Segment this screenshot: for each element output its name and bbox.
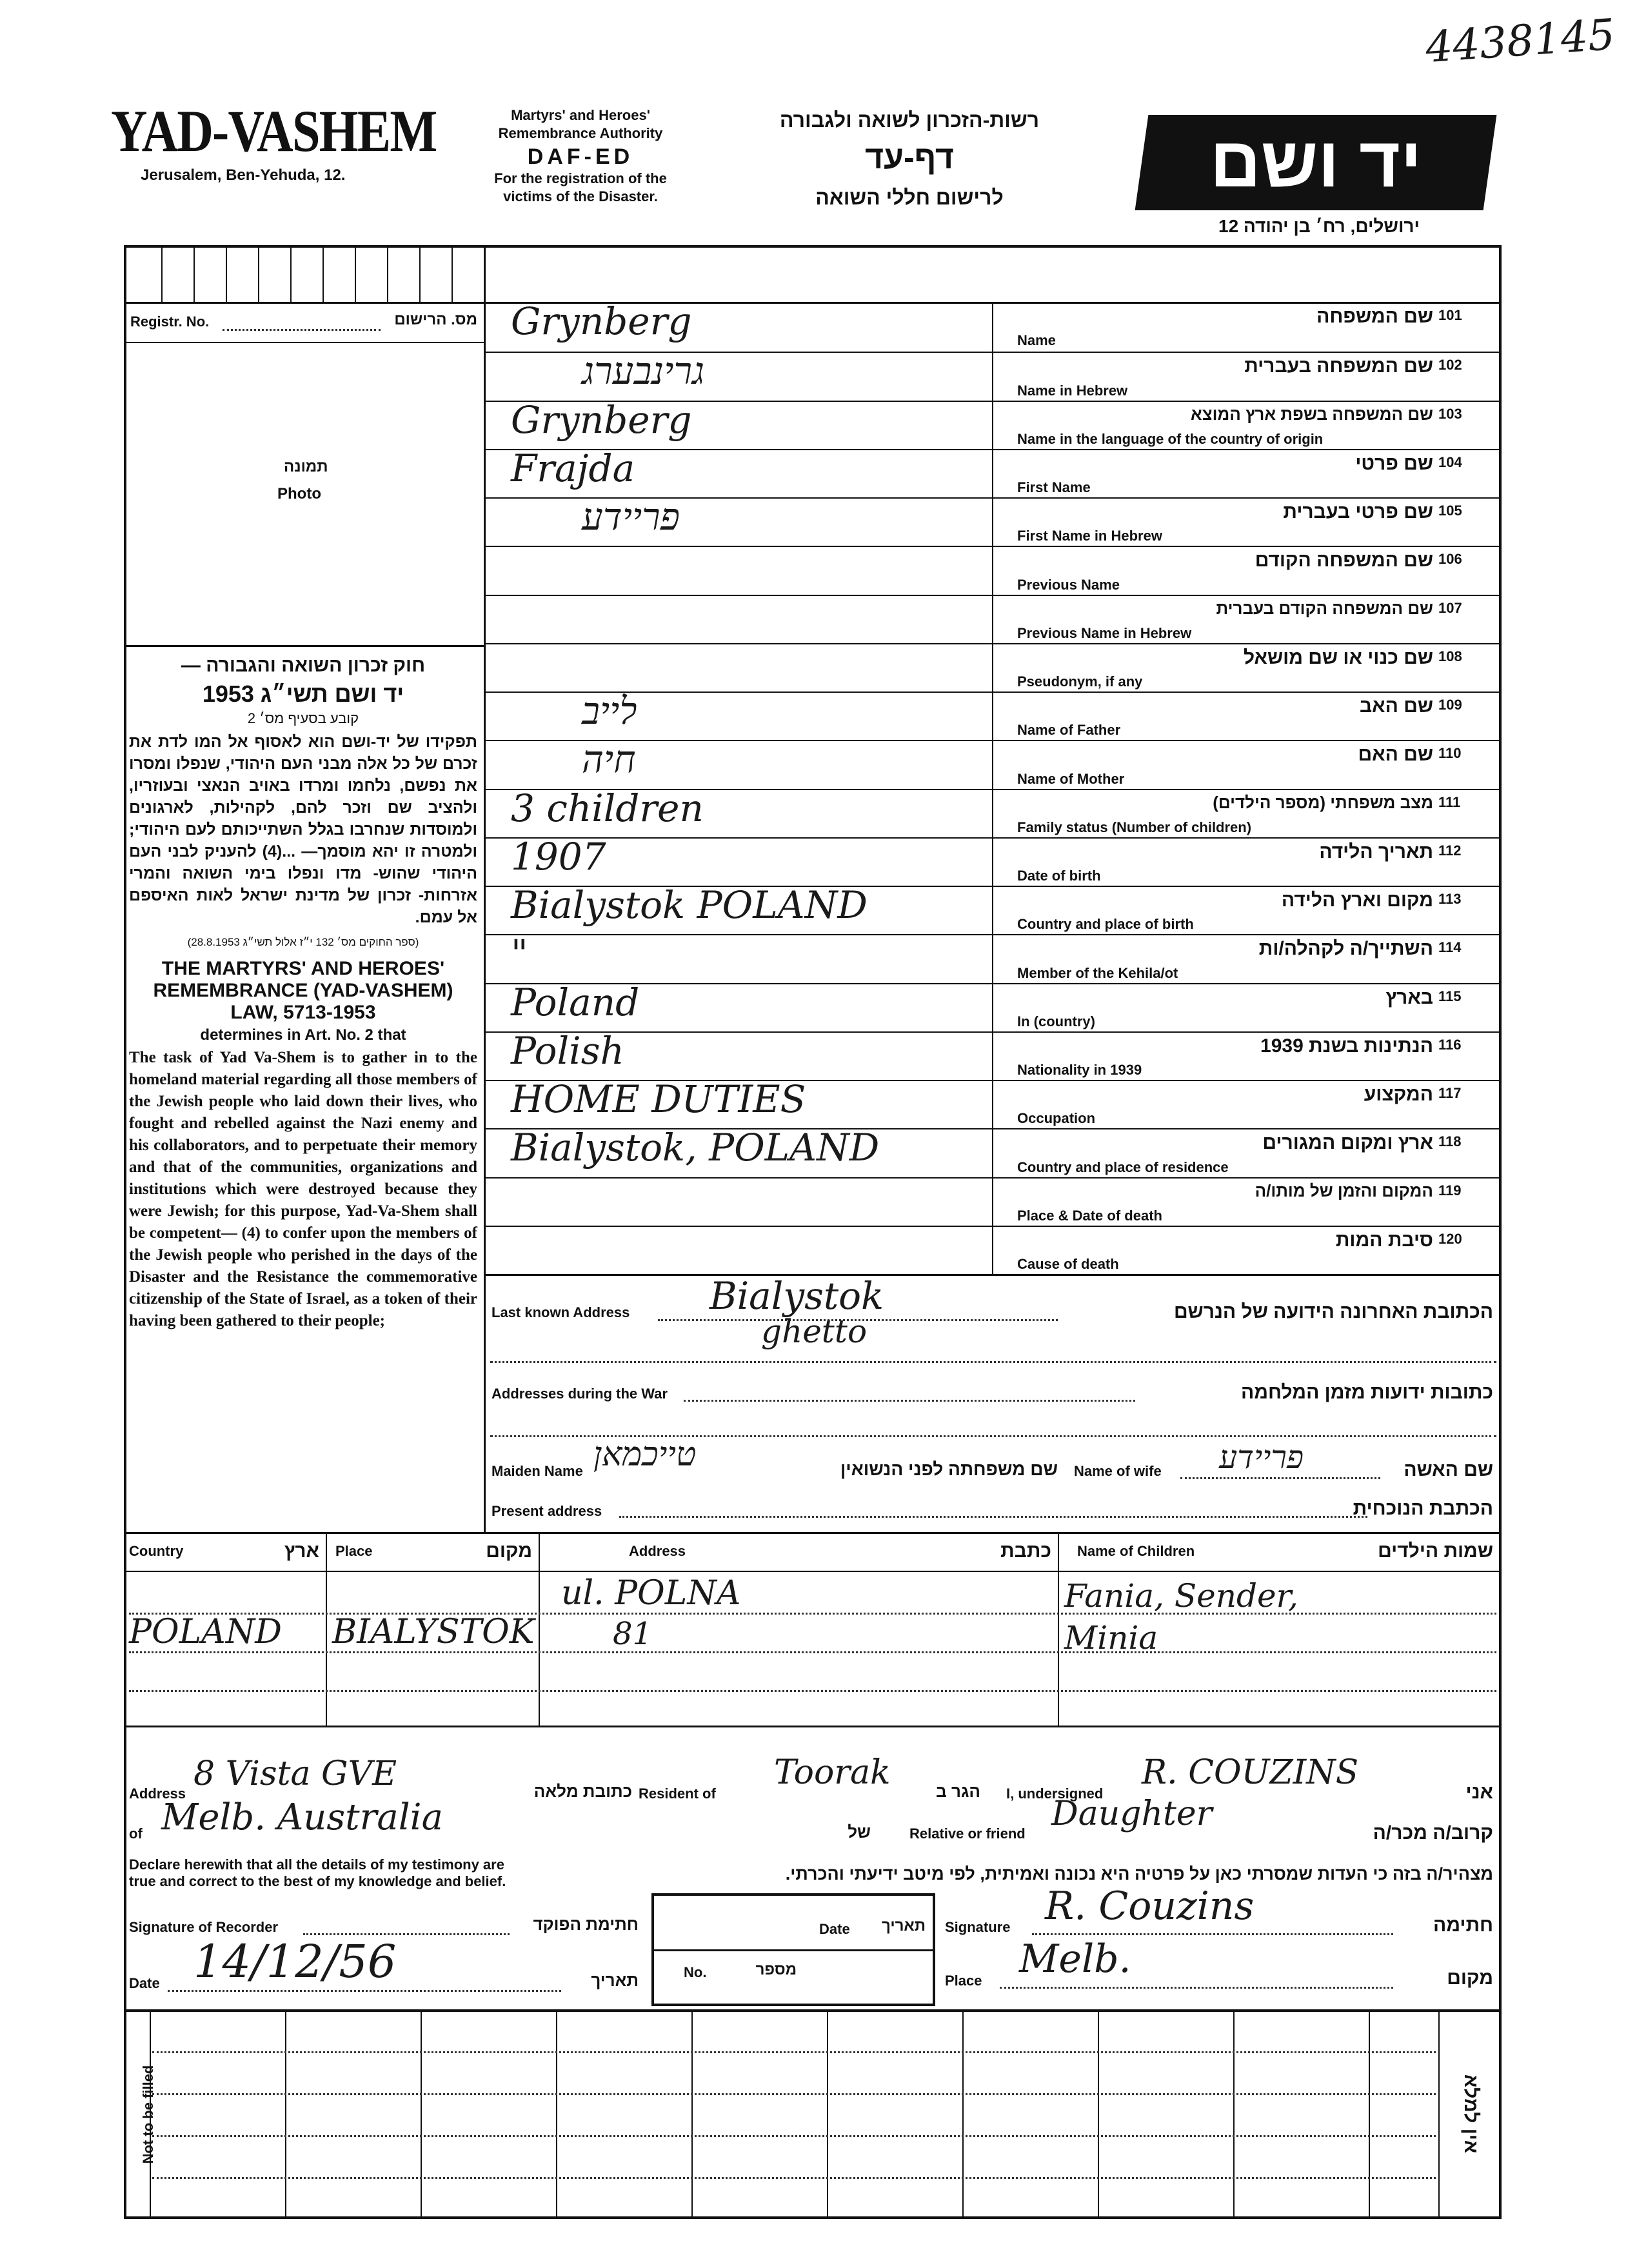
field-label-he-112: תאריך הלידה — [1319, 841, 1433, 862]
field-label-en-116: Nationality in 1939 — [1017, 1062, 1142, 1078]
field-label-en-119: Place & Date of death — [1017, 1207, 1162, 1224]
declare-text-en: Declare herewith that all the details of my testimony are true and correct to the best of my knowledge and belief. — [129, 1856, 506, 1889]
field-number-111: 111 — [1438, 793, 1461, 810]
org-address-en: Jerusalem, Ben-Yehuda, 12. — [141, 166, 346, 184]
law-source-he: (ספר החוקים מס׳ 132 י״ז אלול תשי״ג 28.8.1953) — [187, 936, 419, 948]
field-number-117: 117 — [1438, 1085, 1462, 1101]
not-to-be-filled-en: Not to be filled — [140, 2065, 156, 2164]
declarant-address-value[interactable]: 8 Vista GVE — [193, 1755, 397, 1793]
field-label-he-117: המקצוע — [1364, 1084, 1433, 1105]
field-value-113[interactable]: Bialystok POLAND — [511, 883, 868, 927]
law-title-en-1: THE MARTYRS' AND HEROES' — [161, 958, 445, 979]
field-value-101[interactable]: Grynberg — [511, 299, 692, 343]
box-no-label: No. — [684, 1964, 707, 1980]
purpose-he: לרישום חללי השואה — [815, 186, 1004, 209]
box-date-label: Date — [819, 1921, 850, 1937]
field-label-en-104: First Name — [1017, 479, 1091, 495]
field-row-103 — [485, 397, 1502, 449]
field-row-108 — [485, 643, 1502, 691]
field-value-110[interactable]: חיה — [582, 737, 636, 782]
field-row-106 — [485, 546, 1502, 594]
col-place: Place — [335, 1543, 373, 1559]
child-country-value[interactable]: POLAND — [129, 1613, 282, 1651]
field-label-en-112: Date of birth — [1017, 868, 1101, 884]
law-body-en: The task of Yad Va-Shem is to gather in to the homeland material regarding all those members of the Jewish people who laid down their lives, who fought and rebelled against the Nazi enemy and his collaborators, and to perpetuate their memory and that of the communities, organizations and institutions which were destroyed because they were Jewish; for this purpose, Yad-Va-Shem shall be competent— (4) to confer upon the members of the Jewish people who perished in the days of the Disaster and the Resistance the commemorative citizenship of the State of Israel, as a token of their having been gathered to their people; — [129, 1049, 477, 1329]
field-number-119: 119 — [1438, 1182, 1462, 1199]
authority-block — [464, 106, 697, 206]
field-row-102 — [485, 349, 1502, 400]
field-label-he-115: בארץ — [1385, 986, 1433, 1008]
authority-line2: Remembrance Authority — [498, 125, 663, 141]
col-address: Address — [629, 1543, 686, 1559]
resident-label-he: הגר ב — [936, 1782, 980, 1801]
col-children-he: שמות הילדים — [1378, 1540, 1493, 1562]
resident-value[interactable]: Toorak — [774, 1753, 891, 1792]
field-row-109 — [485, 691, 1502, 740]
field-row-120 — [485, 1226, 1502, 1274]
of-value[interactable]: Melb. Australia — [161, 1796, 443, 1838]
law-title-he: חוק זכרון השואה והגבורה — — [181, 655, 426, 676]
field-label-he-120: סיבת המות — [1335, 1229, 1433, 1251]
field-value-105[interactable]: פריידע — [582, 495, 680, 539]
declarant-address-label-he: כתובת מלאה — [533, 1782, 632, 1801]
box-no-label-he: מספר — [755, 1961, 797, 1978]
field-label-he-108: שם כנוי או שם מושאל — [1243, 646, 1433, 668]
field-value-118[interactable]: Bialystok, POLAND — [511, 1126, 880, 1170]
wife-name-label: Name of wife — [1074, 1463, 1162, 1479]
field-row-107 — [485, 595, 1502, 643]
field-label-he-118: ארץ ומקום המגורים — [1262, 1132, 1433, 1154]
address-he: ירושלים, רח׳ בן יהודה 12 — [1218, 216, 1420, 236]
field-label-he-106: שם המשפחה הקודם — [1255, 550, 1433, 572]
of-label-he: של — [848, 1822, 871, 1842]
registr-label-he: מס. הרישום — [394, 311, 477, 328]
field-label-he-110: שם האם — [1358, 744, 1433, 766]
present-address-label-he: הכתבת הנוכחית — [1353, 1498, 1493, 1519]
law-ref-he: קובע בסעיף מס׳ 2 — [247, 710, 359, 726]
field-number-105: 105 — [1438, 502, 1462, 519]
field-label-en-111: Family status (Number of children) — [1017, 819, 1252, 835]
maiden-name-label: Maiden Name — [491, 1463, 583, 1479]
field-number-106: 106 — [1438, 551, 1462, 568]
last-known-label-he: הכתובת האחרונה הידועה של הנרשם — [1173, 1301, 1493, 1322]
logo-he — [1135, 115, 1497, 210]
field-number-109: 109 — [1438, 697, 1462, 713]
field-row-111 — [485, 786, 1502, 837]
war-address-label: Addresses during the War — [491, 1386, 668, 1402]
field-label-he-109: שם האב — [1359, 695, 1433, 717]
not-to-be-filled-he: אין למלא — [1460, 2074, 1482, 2154]
field-label-he-102: שם המשפחה בעברית — [1244, 355, 1433, 377]
field-number-101: 101 — [1438, 307, 1462, 323]
field-number-115: 115 — [1438, 988, 1462, 1004]
maiden-name-label-he: שם משפחתה לפני הנשואין — [840, 1459, 1058, 1479]
field-label-en-118: Country and place of residence — [1017, 1159, 1229, 1175]
relative-label-he: קרוב/ה מכר/ה — [1373, 1822, 1493, 1844]
law-title-en-2: REMEMBRANCE (YAD-VASHEM) — [153, 980, 453, 1001]
signature-value[interactable]: R. Couzins — [1045, 1884, 1255, 1929]
place-label: Place — [945, 1973, 982, 1989]
field-number-120: 120 — [1438, 1230, 1462, 1247]
field-row-115 — [485, 980, 1502, 1031]
field-label-en-106: Previous Name — [1017, 576, 1120, 593]
war-address-label-he: כתובות ידועות מזמן המלחמה — [1240, 1382, 1493, 1403]
signature-label-he: חתימה — [1433, 1915, 1493, 1936]
field-value-112[interactable]: 1907 — [511, 834, 606, 879]
field-value-115[interactable]: Poland — [511, 980, 640, 1024]
sig-recorder-label: Signature of Recorder — [129, 1919, 279, 1935]
field-label-he-107: שם המשפחה הקודם בעברית — [1216, 598, 1433, 618]
child-address-value[interactable]: ul. POLNA — [561, 1574, 741, 1613]
field-number-114: 114 — [1438, 939, 1462, 956]
children-names-value-2[interactable]: Minia — [1064, 1619, 1158, 1656]
children-names-value[interactable]: Fania, Sender, — [1064, 1577, 1298, 1615]
purpose-line2: victims of the Disaster. — [503, 188, 658, 204]
field-row-110 — [485, 737, 1502, 788]
child-address-value-2[interactable]: 81 — [613, 1616, 653, 1652]
registr-label: Registr. No. — [130, 313, 210, 330]
field-row-105 — [485, 497, 1502, 546]
field-value-103[interactable]: Grynberg — [511, 397, 692, 442]
field-label-he-114: השתייך/ה לקהלה/ות — [1258, 938, 1433, 960]
field-number-102: 102 — [1438, 357, 1462, 373]
undersigned-label: I, undersigned — [1006, 1786, 1104, 1802]
relative-value[interactable]: Daughter — [1051, 1795, 1213, 1833]
resident-label: Resident of — [639, 1786, 716, 1802]
field-label-he-105: שם פרטי בעברית — [1283, 501, 1433, 522]
place-value[interactable]: Melb. — [1019, 1936, 1131, 1982]
declarant-address-label: Address — [129, 1786, 186, 1802]
of-label: of — [129, 1825, 143, 1842]
field-label-he-113: מקום וארץ הלידה — [1281, 890, 1433, 911]
col-children: Name of Children — [1077, 1543, 1195, 1559]
field-row-114 — [485, 931, 1502, 982]
present-address-label: Present address — [491, 1503, 602, 1519]
field-label-en-113: Country and place of birth — [1017, 916, 1194, 933]
authority-line1: Martyrs' and Heroes' — [511, 107, 650, 123]
signature-label: Signature — [945, 1919, 1011, 1935]
field-row-116 — [485, 1028, 1502, 1080]
last-known-value-2[interactable]: ghetto — [761, 1313, 868, 1350]
field-number-103: 103 — [1438, 405, 1462, 422]
org-title-he: רשות-הזכרון לשואה ולגבורה — [779, 108, 1040, 132]
field-row-113 — [485, 883, 1502, 934]
field-row-104 — [485, 446, 1502, 497]
field-row-119 — [485, 1177, 1502, 1226]
stamp-number: 4438145 — [1424, 9, 1617, 73]
undersigned-value[interactable]: R. COUZINS — [1142, 1753, 1359, 1792]
photo-label-he: תמונה — [284, 458, 328, 475]
field-row-101 — [485, 299, 1502, 352]
field-value-116[interactable]: Polish — [511, 1028, 624, 1073]
field-number-110: 110 — [1438, 745, 1462, 762]
field-label-he-101: שם המשפחה — [1316, 306, 1433, 327]
org-title-en: YAD-VASHEM — [111, 98, 437, 164]
date-label-he: תאריך — [591, 1971, 639, 1990]
place-label-he: מקום — [1447, 1967, 1493, 1989]
field-value-109[interactable]: לייב — [582, 689, 637, 733]
sig-recorder-label-he: חתימת הפוקד — [533, 1915, 639, 1934]
field-label-he-103: שם המשפחה בשפת ארץ המוצא — [1191, 404, 1433, 424]
purpose-line1: For the registration of the — [494, 170, 667, 186]
field-number-104: 104 — [1438, 453, 1462, 470]
law-block — [129, 655, 477, 1332]
field-row-118 — [485, 1128, 1502, 1177]
field-value-114[interactable]: " — [511, 931, 528, 976]
date-label: Date — [129, 1975, 160, 1991]
box-date-label-he: תאריך — [881, 1917, 926, 1935]
declare-text-he: מצהיר/ה בזה כי העדות שמסרתי כאן על פרטיה היא נכונה ואמיתית, לפי מיטב ידיעתי והכרתי. — [785, 1864, 1493, 1884]
field-number-113: 113 — [1438, 891, 1462, 907]
field-value-111[interactable]: 3 children — [511, 786, 704, 830]
field-label-en-107: Previous Name in Hebrew — [1017, 624, 1192, 641]
col-country-he: ארץ — [284, 1540, 319, 1562]
law-title-en-3: LAW, 5713-1953 — [230, 1002, 376, 1023]
field-label-he-116: הנתינות בשנת 1939 — [1260, 1035, 1433, 1057]
field-value-117[interactable]: HOME DUTIES — [511, 1077, 806, 1121]
undersigned-label-he: אני — [1465, 1782, 1493, 1803]
field-label-en-101: Name — [1017, 332, 1056, 349]
field-label-en-105: First Name in Hebrew — [1017, 528, 1162, 544]
photo-label-en: Photo — [277, 485, 321, 502]
field-label-en-117: Occupation — [1017, 1110, 1096, 1127]
child-place-value[interactable]: BIALYSTOK — [332, 1613, 535, 1651]
col-place-he: מקום — [486, 1540, 532, 1562]
relative-label: Relative or friend — [909, 1825, 1026, 1842]
form-title: DAF-ED — [527, 144, 634, 169]
field-label-en-108: Pseudonym, if any — [1017, 673, 1143, 690]
field-label-en-115: In (country) — [1017, 1013, 1095, 1030]
field-label-en-102: Name in Hebrew — [1017, 382, 1128, 399]
field-number-107: 107 — [1438, 599, 1462, 616]
law-body-he: תפקידו של יד-ושם הוא לאסוף אל המו לדת את זכרם של כל אלה מבני העם היהודי, שנפלו ומסרו את נפשם, נלחמו ומרדו באויב הנאצי ובעוזריו, ולהציב שם וזכר להם, לקהילות, לארגונים ולמוסדות שנחרבו בגלל השתייכותם לעם היהודי; ולמטרה זו יהא מוסמך— ...(4) להעניק לבני העם היהודי שהוש- מדו ונפלו בימי השואה והמרי אזרחות- זכרון של מדינת ישראל לאות האיספם אל עמם. — [129, 733, 477, 926]
date-value[interactable]: 14/12/56 — [193, 1935, 397, 1988]
field-label-en-120: Cause of death — [1017, 1256, 1119, 1272]
maiden-name-value[interactable]: טייכמאן — [593, 1435, 697, 1474]
field-number-108: 108 — [1438, 648, 1462, 664]
field-label-en-114: Member of the Kehila/ot — [1017, 964, 1178, 981]
wife-name-value[interactable]: פריידע — [1219, 1438, 1304, 1476]
last-known-value[interactable]: Bialystok — [709, 1274, 884, 1318]
field-number-116: 116 — [1438, 1036, 1462, 1053]
col-country: Country — [129, 1543, 184, 1559]
field-label-he-119: המקום והזמן של מותו/ה — [1255, 1180, 1433, 1200]
logo-he-text: יד ושם — [1209, 123, 1422, 202]
field-label-en-110: Name of Mother — [1017, 770, 1125, 787]
field-row-117 — [485, 1077, 1502, 1128]
wife-name-label-he: שם האשה — [1404, 1459, 1493, 1480]
col-address-he: כתבת — [1000, 1540, 1051, 1562]
field-number-118: 118 — [1438, 1133, 1462, 1150]
form-title-he: דף-עד — [864, 139, 954, 175]
last-known-label: Last known Address — [491, 1304, 630, 1320]
field-number-112: 112 — [1438, 842, 1462, 859]
field-label-he-111: מצב משפחתי (מספר הילדים) — [1213, 792, 1433, 812]
field-label-he-104: שם פרטי — [1355, 452, 1433, 474]
field-label-en-103: Name in the language of the country of origin — [1017, 430, 1324, 447]
field-row-112 — [485, 834, 1502, 886]
field-value-102[interactable]: גרינבערג — [582, 349, 705, 393]
law-subtitle-en: determines in Art. No. 2 that — [200, 1026, 406, 1044]
law-subtitle-he: יד ושם תשי״ג 1953 — [202, 681, 404, 707]
field-value-104[interactable]: Frajda — [511, 446, 635, 490]
field-label-en-109: Name of Father — [1017, 722, 1121, 739]
